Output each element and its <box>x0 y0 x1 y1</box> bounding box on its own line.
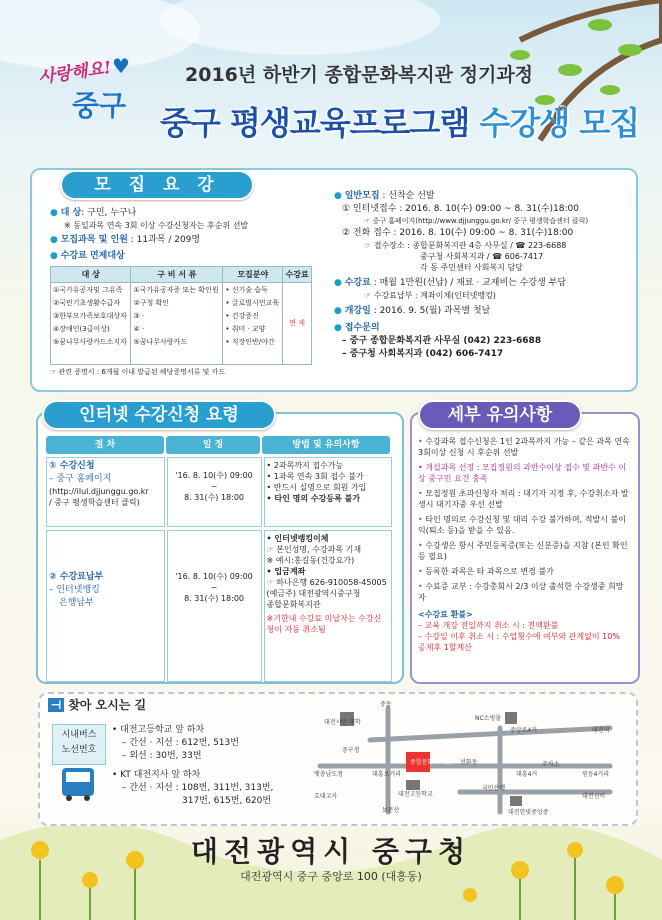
procedure-header-method: 방법 및 유의사항 <box>262 436 390 454</box>
exempt-field-item: • 신기술 습득 <box>225 286 268 294</box>
refund-line-2: – 수강일 이후 취소 시 : 수업횟수에 여부와 관계없이 10% 공제후 1할계산 <box>418 632 620 652</box>
notes-list <box>418 436 630 653</box>
apply-date-sep: ~ <box>210 482 218 491</box>
open-value: : 2016. 9. 5(월) 과목별 첫날 <box>370 306 491 316</box>
apply-schedule-cell <box>167 457 262 527</box>
exempt-doc-item: ④ · <box>133 325 145 333</box>
slogan-text: 사랑해요! <box>37 57 113 88</box>
payment-date-end: 8. 31(수) 18:00 <box>184 594 245 603</box>
payment-schedule-cell <box>167 530 262 682</box>
phone-note-3: 각 동 주민센터 사회복지 담당 <box>420 263 523 272</box>
bus-stops <box>112 724 297 808</box>
apply-step-desc: – 중구 홈페이지 <box>49 474 112 484</box>
recruitment-left-column <box>50 207 320 378</box>
notes-heading: 세부 유의사항 <box>418 400 582 430</box>
map-label: 대전선비 <box>582 793 606 800</box>
map-label: 국민은행 <box>482 785 506 792</box>
target-note: ※ 동일과목 연속 3회 이상 수강신청자는 후순위 선발 <box>64 221 249 230</box>
fee-label: 수강료 <box>344 278 371 288</box>
target-value: : 구민, 누구나 <box>81 208 137 218</box>
exempt-doc-item: ⑤꿈나무사랑카드 <box>133 338 188 346</box>
note-item: 수강과목 접수신청은 1인 2과목까지 가능 – 같은 과목 연속3회이상 신청 시 후순위 선발 <box>418 437 630 457</box>
map-label: 중구청 <box>342 747 360 754</box>
exempt-field-cell <box>223 283 283 365</box>
general-value: : 선착순 선발 <box>379 191 435 201</box>
bus-icon <box>60 766 96 802</box>
internet-heading: 인터넷 수강신청 요령 <box>42 400 276 430</box>
payment-date-sep: ~ <box>210 583 218 592</box>
map-label: 종합문화복지관 <box>410 759 451 766</box>
title-highlight: 수강생 모집 <box>479 104 640 142</box>
map-label: 중앙로4거 <box>510 727 538 734</box>
exempt-label: 수강료 면제대상 <box>60 251 125 261</box>
fee-value: : 매월 1만원(선납) / 재료 · 교재비는 수강생 부담 <box>370 278 567 288</box>
refund-title: <수강료 환불> <box>418 610 473 619</box>
stop-1-line-b: – 외선 : 30번, 33번 <box>122 751 202 761</box>
apply-method-cell <box>264 457 392 527</box>
apply-step-title: ① 수강신청 <box>49 461 95 471</box>
exempt-doc-item: ②구청 확인 <box>133 299 170 307</box>
apply-date-end: 8. 31(수) 18:00 <box>184 493 245 502</box>
page-title <box>160 98 639 144</box>
phone-note-2: 중구청 사회복지과 / ☎ 606-7417 <box>420 252 544 261</box>
bus-route-label <box>52 724 106 765</box>
exempt-field-item: • 건강증진 <box>225 312 259 320</box>
payment-step-title: ② 수강료납부 <box>49 572 104 582</box>
map-label: 대흥4거 <box>516 771 538 778</box>
exempt-table <box>50 266 312 365</box>
inquiry-label: 접수문의 <box>344 323 380 333</box>
heart-icon: ♥ <box>112 54 130 78</box>
note-item: 수료증 교부 : 수강총회시 2/3 이상 출석한 수강생중 희망자 <box>418 582 624 602</box>
exempt-field-item: • 취미 · 교양 <box>225 325 266 333</box>
directions-heading-row <box>48 696 146 713</box>
map-label: 주차소 <box>542 761 560 768</box>
apply-note: • 1과목 연속 3회 접수 불가 <box>266 472 364 481</box>
procedure-header-schedule: 일 정 <box>166 436 260 454</box>
exempt-field-item: • 글로벌시민교육 <box>225 299 280 307</box>
internet-apply-note: ☞ 중구 홈페이지(http://www.djjunggu.go.kr/ 중구 평생학습센터 클릭) <box>364 217 589 225</box>
exempt-doc-item: ③ · <box>133 312 145 320</box>
payment-note: ☞ 하나은행 626-910058-45005 <box>266 578 387 587</box>
footer-title: 대전광역시 중구청 <box>190 835 472 868</box>
stop-1-title: • 대전고등학교 앞 하차 <box>112 725 205 735</box>
bullet-icon: ● <box>334 278 342 288</box>
courses-label: 모집과목 및 인원 <box>60 235 128 245</box>
fee-note: ☞ 수강료납부 : 계좌이체(인터넷뱅킹) <box>364 291 496 300</box>
exempt-target-item: ⑤꿈나무사랑카드소지자 <box>53 338 127 346</box>
recruitment-heading: 모 집 요 강 <box>60 170 254 200</box>
procedure-row-payment <box>46 530 392 682</box>
district-logo-text: 중구 <box>72 89 127 122</box>
map-label: 흐대고사 <box>314 793 338 800</box>
bullet-icon: ● <box>50 208 58 218</box>
target-label: 대 상 <box>60 208 82 218</box>
map-label: 원동4거리 <box>582 771 610 778</box>
exempt-header-docs: 구 비 서 류 <box>131 267 223 283</box>
payment-step-cell <box>46 530 165 682</box>
bullet-icon: ● <box>334 191 342 201</box>
phone-apply: ② 전화 접수 : 2016. 8. 10(수) 09:00 ~ 8. 31(수)18:00 <box>342 228 574 238</box>
map-label: 대전역 <box>592 727 610 734</box>
map-label: 대전고등학교 <box>398 791 433 798</box>
payment-note: 종합문화복지관 <box>266 600 321 609</box>
bullet-icon: ● <box>50 251 58 261</box>
bus-label-line-1: 시내버스 <box>61 730 97 740</box>
internet-procedure-table <box>46 436 392 682</box>
apply-note: • 타인 명의 수강등록 불가 <box>266 494 361 503</box>
apply-date-start: '16. 8. 10(수) 09:00 <box>175 471 253 480</box>
recruitment-right-column <box>334 190 629 361</box>
apply-step-cell <box>46 457 165 527</box>
bullet-icon: • <box>418 582 423 591</box>
map-label: 대흥오거리 <box>372 771 401 778</box>
payment-step-desc: – 인터넷뱅킹 <box>49 585 100 595</box>
exempt-note: ☞ 관련 증명서 : 6개월 이내 발급된 해당증명서류 및 카드 <box>50 368 226 376</box>
apply-note: • 반드시 실명으로 회원 가입 <box>266 483 367 492</box>
map-label: 대전한빛중앙중 <box>508 809 549 816</box>
map-label: 옛충남도청 <box>314 771 343 778</box>
apply-step-url-2: / 중구 평생학습센터 클릭) <box>49 498 140 507</box>
location-map <box>310 700 628 818</box>
inquiry-line-1: – 중구 종합문화복지관 사무실 (042) 223-6688 <box>342 336 542 346</box>
bullet-icon: ● <box>334 306 342 316</box>
footer-address: 대전광역시 중구 중앙로 100 (대흥동) <box>240 870 422 883</box>
map-label: 대전시민 대학 <box>324 719 361 726</box>
exempt-target-cell <box>51 283 131 365</box>
page-subtitle: 2016년 하반기 종합문화복지관 정기과정 <box>185 64 534 86</box>
exempt-fee-cell: 면 제 <box>283 283 312 365</box>
note-item: 등록한 과목은 타 과목으로 변경 불가 <box>425 567 554 576</box>
payment-note: • 인터넷뱅킹이체 <box>266 534 329 543</box>
stop-2-title: • KT 대전지사 앞 하차 <box>112 770 201 780</box>
payment-date-start: '16. 8. 10(수) 09:00 <box>175 572 253 581</box>
payment-warning: ※기한내 수강료 미납자는 수강신청이 자동 취소됨 <box>266 614 382 634</box>
exempt-target-item: ④장애인(3급이상) <box>53 325 110 333</box>
exempt-header-fee: 수강료 <box>283 267 312 283</box>
stop-2-line-a: – 간선 · 지선 : 108번, 311번, 313번, <box>122 783 274 793</box>
refund-line-1: – 교육 개강 전일까지 취소 시 : 전액환불 <box>418 621 559 630</box>
internet-apply: ① 인터넷접수 : 2016. 8. 10(수) 09:00 ~ 8. 31(수)18:00 <box>342 204 580 214</box>
note-item: 타인 명의로 수강신청 및 대리 수강 불가하며, 적발시 불이익(퇴소 등)을 받을 수 있음. <box>418 515 626 535</box>
map-label: 중동 <box>380 701 392 708</box>
exempt-target-item: ①국가유공자및 그유족 <box>53 286 123 294</box>
exempt-field-item: • 직장인반/야간 <box>225 338 275 346</box>
payment-step-desc-2: 은행납부 <box>59 598 94 608</box>
stop-2-line-b: 317번, 615번, 620번 <box>182 796 272 806</box>
exempt-doc-item: ①국가유공자증 또는 확인원 <box>133 286 219 294</box>
bus-label-line-2: 노선번호 <box>61 745 97 755</box>
exempt-docs-cell <box>131 283 223 365</box>
bullet-icon: ● <box>50 235 58 245</box>
exempt-header-field: 모집분야 <box>223 267 283 283</box>
inquiry-line-2: – 중구청 사회복지과 (042) 606-7417 <box>342 349 504 359</box>
payment-note: ☞ 본인성명, 수강과목 기재 <box>266 545 362 554</box>
procedure-row-apply <box>46 457 392 527</box>
stop-1-line-a: – 간선 · 지선 : 612번, 513번 <box>122 738 239 748</box>
bullet-icon: • <box>418 541 423 550</box>
payment-note: (예금주) 대전광역시중구청 <box>266 589 361 598</box>
directions-heading: 찾아 오시는 길 <box>68 698 147 712</box>
bullet-icon: • <box>418 567 423 576</box>
map-label: NC소빙몰 <box>475 715 502 722</box>
general-label: 일반모집 <box>344 191 380 201</box>
courses-value: : 11과목 / 209명 <box>127 235 201 245</box>
bullet-icon: • <box>418 463 423 472</box>
bullet-icon: • <box>418 437 423 446</box>
note-item: 모집정원 초과신청자 처리 : 대기자 지정 후, 수강취소자 발생시 대기자중 우선 선발 <box>418 489 629 509</box>
procedure-header-step: 절 차 <box>46 436 164 454</box>
payment-method-cell <box>264 530 392 682</box>
open-label: 개강일 <box>344 306 371 316</box>
apply-note: • 2과목까지 접수가능 <box>266 461 344 470</box>
exempt-header-target: 대 상 <box>51 267 131 283</box>
map-label: 선화동 <box>460 759 478 766</box>
note-item: 수강생은 항시 주민등록증(또는 신분증)을 지참 (본인 확인 등 필요) <box>418 541 628 561</box>
title-main: 중구 평생교육프로그램 <box>160 104 480 142</box>
bullet-icon: ● <box>334 323 342 333</box>
apply-step-url: (http://ilul.djjunggu.go.kr <box>49 487 149 496</box>
payment-note: • 입금계좌 <box>266 567 306 576</box>
note-item: 개설과목 선정 : 모집정원의 과반수이상 접수 및 과반수 이상 중구민 요건 충족 <box>418 463 627 483</box>
exempt-target-item: ③한부모가족보호대상자 <box>53 312 127 320</box>
signpost-icon: ⊣ <box>48 698 64 712</box>
bullet-icon: • <box>418 489 423 498</box>
bullet-icon: • <box>418 515 423 524</box>
exempt-target-item: ②국민기초생활수급자 <box>53 299 121 307</box>
payment-note: ※ 예시:홍길동(건강요가) <box>266 556 355 565</box>
map-label: 보문산 <box>382 807 400 814</box>
phone-note-1: ☞ 접수장소 : 종합문화복지관 4층 사무실 / ☎ 223-6688 <box>364 241 567 250</box>
